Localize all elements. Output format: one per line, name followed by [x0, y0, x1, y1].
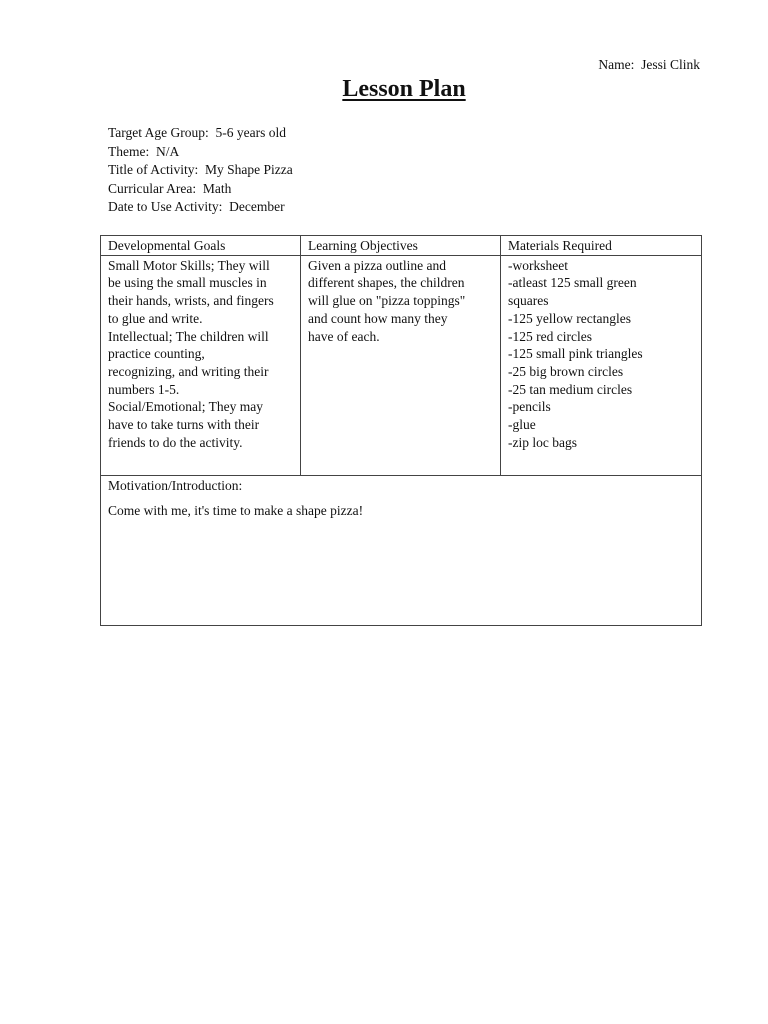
date-to-use-activity: Date to Use Activity: December	[108, 199, 285, 215]
motivation-label: Motivation/Introduction:	[108, 477, 243, 493]
table-header-row	[101, 236, 702, 256]
name-line: Name: Jessi Clink	[598, 57, 700, 72]
motivation-text: Come with me, it's time to make a shape pizza!	[108, 503, 364, 519]
motivation-row	[101, 475, 702, 625]
materials-required-cell: -worksheet -atleast 125 small green squares -125 yellow rectangles -125 red circles -125 small pink triangles -25 big brown circles -25 tan medium circles -pencils -glue -zip loc bags	[501, 255, 702, 475]
table-row	[101, 255, 702, 475]
lesson-plan-table	[100, 235, 702, 626]
materials-required-header: Materials Required	[501, 236, 702, 256]
theme: Theme: N/A	[108, 143, 180, 159]
learning-objectives-header: Learning Objectives	[301, 236, 501, 256]
target-age-group: Target Age Group: 5-6 years old	[108, 125, 287, 140]
developmental-goals-header: Developmental Goals	[101, 236, 301, 256]
title-of-activity: Title of Activity: My Shape Pizza	[108, 162, 293, 178]
page-title: Lesson Plan	[342, 76, 466, 102]
developmental-goals-cell: Small Motor Skills; They will be using the small muscles in their hands, wrists, and fingers to glue and write. Intellectual; The children will practice counting, recognizing, and writing their numbers 1-5. Social/Emotional; They may have to take turns with their friends to do the activity.	[101, 255, 301, 475]
curricular-area: Curricular Area: Math	[108, 180, 232, 196]
learning-objectives-cell: Given a pizza outline and different shapes, the children will glue on "pizza toppings" and count how many they have of each.	[301, 255, 501, 475]
motivation-cell	[101, 475, 702, 625]
activity-info	[108, 124, 293, 217]
